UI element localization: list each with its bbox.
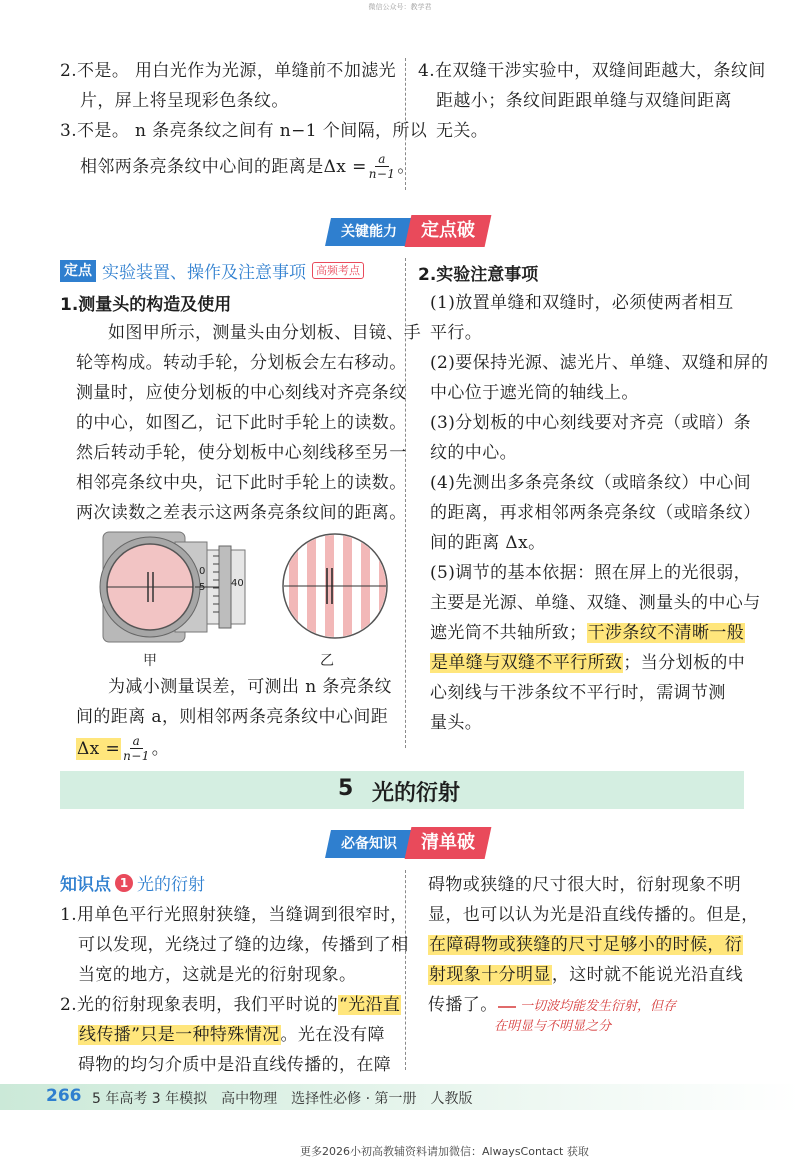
scale-label-40: 40 [231,578,244,589]
diffraction-line: 1.用单色平行光照射狭缝，当缝调到很窄时， [60,905,408,925]
precaution-line: 心刻线与干涉条纹不平行时，需调节测 [430,683,726,703]
formula-prefix: Δx = [77,738,121,759]
answer-3-line2 [80,152,415,181]
scale-label-5: 5 [199,582,206,593]
paragraph-line: 两次读数之差表示这两条亮条纹间的距离。 [76,503,407,523]
frequent-tag: 高频考点 [312,262,364,279]
diffraction-line: 碍物或狭缝的尺寸很大时，衍射现象不明 [428,875,742,895]
diffraction-plain: ，这时就不能说光沿直线 [551,965,744,985]
highlighted-text: 射现象十分明显 [429,965,551,985]
banner-left: 关键能力 [325,218,413,246]
fraction [123,734,150,763]
scale-label-0: 0 [199,566,206,577]
page-number: 266 [46,1086,82,1106]
highlighted-text: 干涉条纹不清晰一般 [587,623,745,643]
precaution-line [430,622,745,644]
handwritten-note-line2: 在明显与不明显之分 [494,1019,612,1034]
diffraction-line: 当宽的地方，这就是光的衍射现象。 [78,965,357,985]
precaution-line [430,652,745,674]
paragraph-line: 间的距离 a，则相邻两条亮条纹中心间距 [76,707,389,727]
column-divider-bottom [405,870,406,1070]
formula-prefix: 相邻两条亮条纹中心间的距离是Δx = [80,156,367,177]
figure-label-a: 甲 [143,653,157,669]
kp-title: 光的衍射 [137,875,205,895]
answer-4-line1: 4.在双缝干涉实验中，双缝间距越大，条纹间 [418,61,766,81]
section-title: 实验装置、操作及注意事项 [102,263,306,283]
formula-suffix: 。 [397,156,415,177]
banner-right: 定点破 [405,215,492,247]
chapter-number: 5 [338,776,354,801]
diffraction-line: 显，也可以认为光是沿直线传播的。但是， [428,905,759,925]
banner-left: 必备知识 [325,830,413,858]
diffraction-line: 可以发现，光绕过了缝的边缘，传播到了相 [78,935,409,955]
diffraction-plain: 2.光的衍射现象表明，我们平时说的 [60,995,339,1015]
precaution-line: (2)要保持光源、滤光片、单缝、双缝和屏的 [430,353,769,373]
fraction-denominator: n−1 [123,749,150,763]
kp-label: 知识点 [60,875,111,895]
figure-measuring-head [100,532,245,642]
precaution-line: 中心位于遮光筒的轴线上。 [430,383,639,403]
highlighted-text: “光沿直 [339,995,401,1015]
knowledge-point-heading [60,870,205,895]
subheading-precautions: 2.实验注意事项 [418,265,539,285]
precaution-plain: ；当分划板的中 [623,653,746,673]
diffraction-line: 碍物的均匀介质中是沿直线传播的，在障 [78,1055,392,1075]
diffraction-line [78,1024,385,1046]
precaution-line: 间的距离 Δx。 [430,533,546,553]
precaution-plain: 遮光筒不共轴所致； [430,623,587,643]
paragraph-line: 如图甲所示，测量头由分划板、目镜、手 [108,323,422,343]
top-watermark: 微信公众号：教学君 [368,3,432,11]
bottom-watermark: 更多2026小初高教辅资料请加微信：AlwaysContact 获取 [300,1145,589,1157]
precaution-line: 量头。 [430,713,483,733]
diffraction-line [428,964,743,986]
column-divider-top [405,58,406,190]
diffraction-plain: 。光在没有障 [280,1025,385,1045]
paragraph-line: 然后转动手轮，使分划板中心刻线移至另一 [76,443,407,463]
precaution-line: (1)放置单缝和双缝时，必须使两者相互 [430,293,734,313]
measuring-head-figures [95,528,395,646]
handwritten-arrow-icon [496,1002,518,1012]
precaution-line: (3)分划板的中心刻线要对齐亮（或暗）条 [430,413,752,433]
fraction-numerator: a [375,152,389,167]
formula-suffix: 。 [151,738,170,759]
kp-number: 1 [115,874,133,892]
answer-3-line1: 3.不是。 n 条亮条纹之间有 n−1 个间隔，所以 [60,121,428,141]
footer-book-title: 5 年高考 3 年模拟 高中物理 选择性必修 · 第一册 人教版 [92,1091,473,1107]
paragraph-line: 轮等构成。转动手轮，分划板会左右移动。 [76,353,407,373]
diffraction-line: 传播了。 [428,995,498,1015]
section-heading [60,258,364,283]
fraction [369,152,396,181]
essential-knowledge-banner [328,830,488,858]
precaution-line: (4)先测出多条亮条纹（或暗条纹）中心间 [430,473,752,493]
precaution-line: 的距离，再求相邻两条亮条纹（或暗条纹） [430,503,761,523]
precaution-line: 主要是光源、单缝、双缝、测量头的中心与 [430,593,761,613]
precaution-line: 纹的中心。 [430,443,517,463]
diffraction-line [60,994,401,1016]
fraction-numerator: a [130,734,144,749]
subheading-measuring-head: 1.测量头的构造及使用 [60,295,232,315]
diffraction-line [428,934,743,956]
formula-line [76,734,169,763]
figure-fringe-view [281,528,389,646]
answer-2-line1: 2.不是。 用白光作为光源，单缝前不加滤光 [60,61,397,81]
dingdian-badge: 定点 [60,260,96,282]
highlighted-text: 是单缝与双缝不平行所致 [431,653,623,673]
precaution-line: (5)调节的基本依据：照在屏上的光很弱， [430,563,752,583]
paragraph-line: 相邻亮条纹中央，记下此时手轮上的读数。 [76,473,407,493]
paragraph-line: 测量时，应使分划板的中心刻线对齐亮条纹 [76,383,407,403]
fraction-denominator: n−1 [368,167,396,181]
paragraph-line: 为减小测量误差，可测出 n 条亮条纹 [108,677,392,697]
chapter-title: 光的衍射 [372,781,461,806]
highlighted-text: 在障碍物或狭缝的尺寸足够小的时候，衍 [429,935,743,955]
banner-right: 清单破 [405,827,492,859]
figure-label-b: 乙 [320,653,334,669]
answer-4-line3: 无关。 [436,121,489,141]
answer-2-line2: 片，屏上将呈现彩色条纹。 [80,91,289,111]
highlighted-text: 线传播”只是一种特殊情况 [79,1025,280,1045]
handwritten-note-line1: 一切波均能发生衍射，但存 [520,999,677,1014]
paragraph-line: 的中心，如图乙，记下此时手轮上的读数。 [76,413,407,433]
precaution-line: 平行。 [430,323,483,343]
key-ability-banner [328,218,488,246]
answer-4-line2: 距越小；条纹间距跟单缝与双缝间距离 [436,91,732,111]
